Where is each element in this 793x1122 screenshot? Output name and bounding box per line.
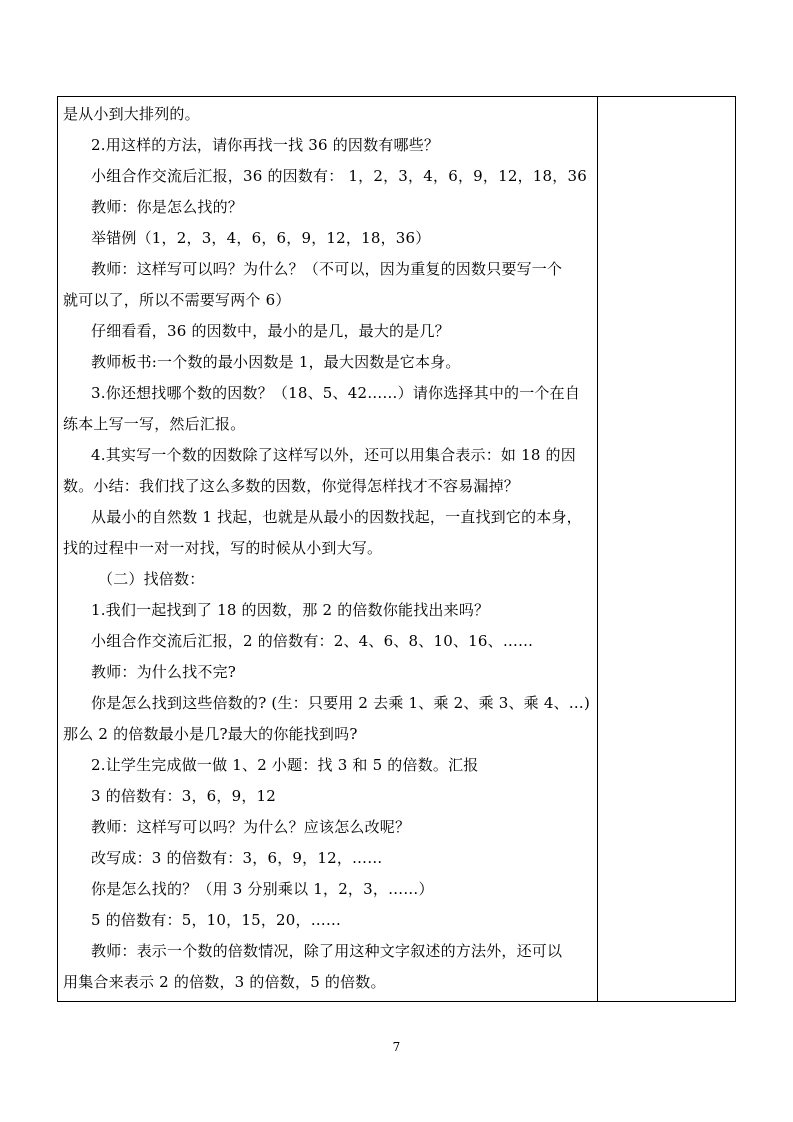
text-line: 你是怎么找的？（用 3 分别乘以 1，2，3，……） [91,880,434,898]
text-line: 3.你还想找哪个数的因数？（18、5、42……）请你选择其中的一个在自 [91,384,581,402]
text-line: 就可以了，所以不需要写两个 6） [63,291,291,309]
text-line: 教师：这样写可以吗？为什么？应该怎么改呢？ [91,818,411,836]
text-line: 教师：你是怎么找的？ [91,198,244,216]
text-line: 练本上写一写，然后汇报。 [63,415,246,433]
text-line: 教师：为什么找不完? [91,663,237,681]
text-line: 那么 2 的倍数最小是几?最大的你能找到吗? [63,725,358,743]
text-line: 仔细看看，36 的因数中，最小的是几，最大的是几？ [91,322,450,340]
text-line: 1.我们一起找到了 18 的因数，那 2 的倍数你能找出来吗？ [91,601,490,619]
text-line: 教师：这样写可以吗？为什么？（不可以，因为重复的因数只要写一个 [91,260,563,278]
text-line: 小组合作交流后汇报，2 的倍数有：2、4、6、8、10、16、…… [91,632,534,650]
text-line: 2.用这样的方法，请你再找一找 36 的因数有哪些？ [91,136,440,154]
lesson-table [57,96,736,1002]
text-line: 3 的倍数有：3，6，9，12 [91,787,277,805]
text-line: （二）找倍数： [98,570,205,588]
text-line: 找的过程中一对一对找，写的时候从小到大写。 [63,539,383,557]
text-line: 教师：表示一个数的倍数情况，除了用这种文字叙述的方法外，还可以 [91,942,563,960]
text-line: 你是怎么找到这些倍数的? (生：只要用 2 去乘 1、乘 2、乘 3、乘 4、…) [91,694,591,712]
text-line: 是从小到大排列的。 [63,105,200,123]
lesson-content-cell [58,97,596,998]
text-line: 举错例（1，2，3，4，6，6，9，12，18，36） [91,229,431,247]
page-number: 7 [392,1040,401,1054]
text-line: 改写成：3 的倍数有：3，6，9，12，…… [91,849,383,867]
column-divider [597,97,598,1001]
text-line: 从最小的自然数 1 找起，也就是从最小的因数找起，一直找到它的本身， [91,508,582,526]
text-line: 数。小结：我们找了这么多数的因数，你觉得怎样找才不容易漏掉？ [63,477,520,495]
text-line: 用集合来表示 2 的倍数，3 的倍数，5 的倍数。 [63,973,386,991]
text-line: 5 的倍数有：5，10，15，20，…… [91,911,342,929]
text-line: 教师板书:一个数的最小因数是 1，最大因数是它本身。 [91,353,461,371]
text-line: 4.其实写一个数的因数除了这样写以外，还可以用集合表示：如 18 的因 [91,446,576,464]
text-line: 2.让学生完成做一做 1、2 小题：找 3 和 5 的倍数。汇报 [91,756,479,774]
text-line: 小组合作交流后汇报，36 的因数有： 1，2，3，4，6，9，12，18，36 [91,167,587,185]
